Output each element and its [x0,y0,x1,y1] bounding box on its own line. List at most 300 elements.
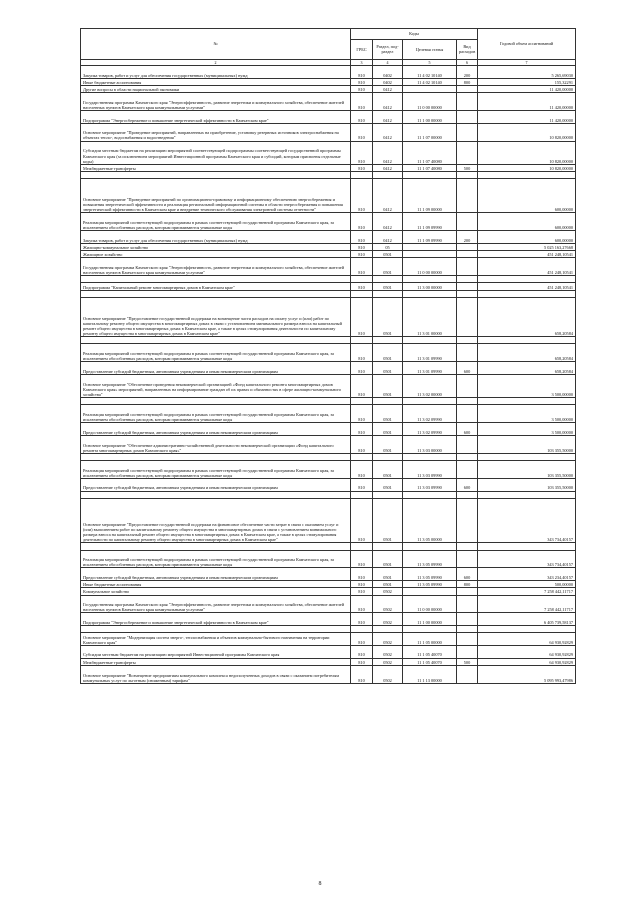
cell-name: Иные бюджетные ассигнования [81,580,351,587]
cell-amount: 5 025 163,27668 [478,243,576,250]
table-row [81,298,576,337]
cell-grbs: 810 [351,123,373,141]
table-row [81,423,576,436]
cell-amount: 103 355,50000 [478,478,576,491]
table-row [81,258,576,276]
cell-name: Подпрограмма "Энергосбережение и повышение энергетической эффективности в Камчатском крае" [81,111,351,124]
cell-expense-type: 200 [457,231,478,244]
cell-amount: 451 248,10541 [478,250,576,257]
cell-expense-type [457,123,478,141]
cell-target-article [403,626,457,633]
cell-razdel: 0502 [373,658,403,665]
cell-name: Реализация мероприятий соответствующей подпрограммы в рамках соответствующей государственной программы Камчатского края, за исключением обособленных расходов, которым присваиваются уникальные коды [81,344,351,362]
cell-name [81,491,351,498]
cell-expense-type [457,543,478,550]
page-number: 8 [318,881,322,887]
cell-expense-type [457,435,478,453]
cell-expense-type [457,633,478,646]
cell-expense-type [457,613,478,626]
cell-grbs: 810 [351,93,373,111]
cell-target-article: 11 1 09 00000 [403,179,457,213]
cell-expense-type [457,405,478,423]
cell-target-article: 11 3 02 00000 [403,374,457,397]
cell-expense-type [457,283,478,290]
table-row [81,461,576,479]
cell-amount: 658,20584 [478,344,576,362]
cell-grbs [351,398,373,405]
cell-grbs: 810 [351,374,373,397]
cell-name: Государственная программа Камчатского края "Энергоэффективность, развитие энергетики и коммунального хозяйства, обеспечение жителей населенных пунктов Камчатского края коммунальными услугами" [81,93,351,111]
cell-name: Основное мероприятие "Обеспечение административно-хозяйственной деятельности некоммерческой организации «Фонд капитального ремонта многоквартирных домов Камчатского края»" [81,435,351,453]
table-row [81,141,576,164]
cell-target-article [403,290,457,297]
cell-amount: 5 095 993,47986 [478,665,576,683]
cell-target-article: 11 1 09 09990 [403,231,457,244]
cell-expense-type [457,111,478,124]
cell-target-article: 11 3 05 00000 [403,498,457,542]
cell-amount [478,491,576,498]
table-row [81,568,576,581]
cell-expense-type [457,665,478,683]
cell-amount [478,172,576,179]
cell-grbs: 810 [351,580,373,587]
cell-grbs [351,276,373,283]
cell-razdel [373,491,403,498]
cell-name [81,626,351,633]
cell-amount [478,398,576,405]
cell-grbs: 810 [351,344,373,362]
cell-razdel: 0501 [373,344,403,362]
table-row [81,283,576,290]
table-row [81,498,576,542]
table-row [81,595,576,613]
cell-target-article: 11 1 00 00000 [403,111,457,124]
header-row-top [81,29,576,40]
cell-grbs: 810 [351,283,373,290]
cell-name [81,398,351,405]
table-row [81,543,576,550]
cell-target-article: 11 3 01 00000 [403,298,457,337]
cell-name: Основное мероприятие "Предоставление государственной поддержки на финансовое обеспечение части затрат в связи с оказанием услуг и (или) выполнением работ по капитальному ремонту общего имущества в многоквартирных домах в связи с установлением минимального размера взноса на капитальный ремонт общего имущества в многоквартирных домах в Камчатском крае, а также в целях стимулирования деятельности по капитальному ремонту общего имущества в многоквартирных домах в Камчатском крае" [81,498,351,542]
cell-amount: 3 500,00000 [478,374,576,397]
colnum: 5 [403,60,457,66]
cell-target-article [403,398,457,405]
cell-name: Реализация мероприятий соответствующей подпрограммы в рамках соответствующей государственной программы Камчатского края, за исключением обособленных расходов, которым присваиваются уникальные коды [81,461,351,479]
table-row [81,243,576,250]
table-row [81,588,576,595]
cell-name: Основное мероприятие "Обеспечение проведения некоммерческой организацией «Фонд капитального ремонта многоквартирных домов Камчатского края» мероприятий, направленных на информирование граждан об их правах и обязанностях в сфере жилищно-коммунального хозяйства" [81,374,351,397]
table-row [81,93,576,111]
table-row [81,78,576,85]
cell-razdel: 0412 [373,111,403,124]
header-codes: Коды [351,29,478,40]
cell-razdel: 0501 [373,250,403,257]
table-row [81,276,576,283]
cell-razdel [373,398,403,405]
cell-target-article: 11 3 05 09990 [403,580,457,587]
cell-expense-type: 500 [457,164,478,171]
cell-name [81,453,351,460]
cell-razdel: 0412 [373,213,403,231]
cell-target-article [403,543,457,550]
cell-name: Государственная программа Камчатского края "Энергоэффективность, развитие энергетики и коммунального хозяйства, обеспечение жителей населенных пунктов Камчатского края коммунальными услугами" [81,595,351,613]
cell-expense-type [457,250,478,257]
cell-razdel: 0412 [373,93,403,111]
cell-name: Межбюджетные трансферты [81,164,351,171]
cell-grbs: 810 [351,461,373,479]
cell-target-article: 11 3 03 09990 [403,478,457,491]
table-row [81,374,576,397]
cell-target-article: 11 3 01 09990 [403,362,457,375]
cell-expense-type [457,461,478,479]
cell-grbs: 810 [351,164,373,171]
cell-expense-type: 800 [457,580,478,587]
cell-expense-type [457,337,478,344]
cell-amount: 343 234,40157 [478,568,576,581]
table-row [81,633,576,646]
cell-grbs: 810 [351,362,373,375]
cell-amount: 451 248,10541 [478,283,576,290]
cell-name: Реализация мероприятий соответствующей подпрограммы в рамках соответствующей государственной программы Камчатского края, за исключением обособленных расходов, которым присваиваются уникальные коды [81,213,351,231]
header-cs: Целевая статья [403,39,457,59]
cell-grbs: 810 [351,298,373,337]
cell-razdel [373,626,403,633]
cell-expense-type [457,85,478,92]
cell-name: Основное мероприятие "Модернизация систем энерго-, теплоснабжения и объектов коммунально-бытового назначения на территории Камчатского края" [81,633,351,646]
cell-expense-type: 600 [457,362,478,375]
cell-razdel: 0412 [373,85,403,92]
table-row [81,337,576,344]
cell-target-article [403,588,457,595]
table-row [81,550,576,568]
cell-grbs [351,543,373,550]
cell-name: Закупка товаров, работ и услуг для обеспечения государственных (муниципальных) нужд [81,231,351,244]
table-row [81,123,576,141]
cell-target-article [403,85,457,92]
cell-grbs: 810 [351,550,373,568]
cell-target-article: 11 1 05 40070 [403,645,457,658]
cell-expense-type [457,213,478,231]
cell-amount [478,626,576,633]
cell-name [81,172,351,179]
cell-amount: 11 420,00000 [478,85,576,92]
cell-amount: 64 930,92829 [478,645,576,658]
cell-razdel: 0501 [373,298,403,337]
cell-amount: 3 500,00000 [478,423,576,436]
cell-expense-type [457,453,478,460]
cell-target-article: 11 0 00 00000 [403,258,457,276]
cell-amount: 11 420,00000 [478,111,576,124]
budget-table [80,28,576,684]
cell-name: Жилищно-коммунальное хозяйство [81,243,351,250]
colnum: 6 [457,60,478,66]
cell-name [81,543,351,550]
cell-amount: 658,20584 [478,362,576,375]
table-row [81,164,576,171]
cell-target-article: 11 1 13 00000 [403,665,457,683]
table-row [81,290,576,297]
cell-expense-type [457,491,478,498]
table-row [81,250,576,257]
cell-expense-type [457,276,478,283]
cell-razdel: 0412 [373,164,403,171]
cell-name: Подпрограмма "Капитальный ремонт многоквартирных домов в Камчатском крае" [81,283,351,290]
cell-grbs: 810 [351,633,373,646]
cell-target-article: 11 3 02 09990 [403,423,457,436]
table-row [81,344,576,362]
table-row [81,453,576,460]
cell-amount: 600,00000 [478,231,576,244]
cell-target-article: 11 3 01 09990 [403,344,457,362]
cell-razdel: 0402 [373,66,403,79]
cell-name: Государственная программа Камчатского края "Энергоэффективность, развитие энергетики и коммунального хозяйства, обеспечение жителей населенных пунктов Камчатского края коммунальными услугами" [81,258,351,276]
table-row [81,85,576,92]
cell-grbs: 810 [351,478,373,491]
cell-amount: 600,00000 [478,213,576,231]
cell-amount: 103 355,50000 [478,435,576,453]
cell-amount: 343 734,40157 [478,550,576,568]
table-row [81,179,576,213]
cell-razdel: 0502 [373,595,403,613]
cell-razdel: 0412 [373,179,403,213]
cell-razdel: 0501 [373,461,403,479]
table-row [81,111,576,124]
cell-expense-type: 600 [457,478,478,491]
cell-grbs [351,290,373,297]
cell-target-article: 11 1 00 00000 [403,613,457,626]
cell-name: Основное мероприятие "Проведение мероприятий, направленных на приобретение, установку резервных источников электроснабжения на объектах тепло-, водоснабжения и водоотведения" [81,123,351,141]
cell-target-article: 11 1 07 40080 [403,164,457,171]
cell-razdel: 0501 [373,478,403,491]
cell-target-article: 11 3 03 09990 [403,461,457,479]
cell-amount: 11 420,00000 [478,93,576,111]
cell-target-article [403,453,457,460]
cell-target-article: 11 4 02 10140 [403,66,457,79]
table-body [81,66,576,684]
cell-name: Иные бюджетные ассигнования [81,78,351,85]
cell-target-article: 11 4 02 10140 [403,78,457,85]
cell-target-article [403,337,457,344]
cell-target-article: 11 3 00 00000 [403,283,457,290]
cell-expense-type [457,258,478,276]
cell-target-article [403,243,457,250]
table-row [81,66,576,79]
table-row [81,213,576,231]
cell-amount: 500,00000 [478,580,576,587]
cell-grbs: 810 [351,568,373,581]
cell-name [81,337,351,344]
cell-amount: 10 820,00000 [478,123,576,141]
cell-razdel: 05 [373,243,403,250]
cell-grbs: 810 [351,213,373,231]
cell-grbs [351,337,373,344]
cell-razdel: 0502 [373,588,403,595]
cell-razdel [373,453,403,460]
cell-amount: 451 248,10541 [478,258,576,276]
table-row [81,478,576,491]
cell-grbs [351,491,373,498]
colnum: 3 [351,60,373,66]
cell-target-article: 11 0 00 00000 [403,93,457,111]
cell-razdel: 0412 [373,231,403,244]
cell-amount [478,290,576,297]
cell-grbs [351,172,373,179]
cell-amount: 10 820,00000 [478,164,576,171]
cell-name: Субсидии местным бюджетам на реализацию мероприятий Инвестиционной программы Камчатского края [81,645,351,658]
header-sum: Годовой объем ассигнований [478,29,576,60]
cell-expense-type [457,498,478,542]
cell-grbs: 810 [351,613,373,626]
cell-expense-type [457,595,478,613]
cell-expense-type [457,179,478,213]
cell-expense-type [457,344,478,362]
cell-expense-type [457,298,478,337]
cell-target-article [403,491,457,498]
cell-target-article: 11 1 07 00000 [403,123,457,141]
cell-expense-type: 600 [457,423,478,436]
table-row [81,665,576,683]
table-row [81,645,576,658]
cell-grbs: 810 [351,111,373,124]
cell-target-article [403,276,457,283]
cell-amount [478,543,576,550]
cell-expense-type [457,550,478,568]
cell-name: Другие вопросы в области национальной экономики [81,85,351,92]
table-row [81,626,576,633]
cell-amount: 64 930,92829 [478,633,576,646]
table-row [81,172,576,179]
cell-grbs: 810 [351,588,373,595]
colnum: 7 [478,60,576,66]
cell-razdel: 0501 [373,283,403,290]
cell-amount: 103 355,50000 [478,461,576,479]
cell-target-article: 11 3 05 09990 [403,568,457,581]
cell-name: Основное мероприятие "Предоставление государственной поддержки на возмещение части расходов на оплату услуг и (или) работ по капитальному ремонту общего имущества в многоквартирных домах в связи с установлением минимального размера взноса на капитальный ремонт общего имущества в многоквартирных домах в Камчатском крае, а также в целях стимулирования деятельности по капитальному ремонту общего имущества в многоквартирных домах в Камчатском крае" [81,298,351,337]
cell-grbs: 810 [351,645,373,658]
cell-razdel: 0501 [373,258,403,276]
cell-name: Закупка товаров, работ и услуг для обеспечения государственных (муниципальных) нужд [81,66,351,79]
cell-expense-type [457,141,478,164]
cell-razdel [373,276,403,283]
table-row [81,398,576,405]
cell-amount: 3 500,00000 [478,405,576,423]
cell-name: Предоставление субсидий бюджетным, автономным учреждениям и иным некоммерческим организациям [81,568,351,581]
cell-amount: 5 265,69030 [478,66,576,79]
cell-expense-type [457,93,478,111]
cell-expense-type: 500 [457,658,478,665]
cell-amount: 10 820,00000 [478,141,576,164]
cell-amount: 64 930,92829 [478,658,576,665]
cell-target-article: 11 3 02 09990 [403,405,457,423]
table-row [81,658,576,665]
cell-expense-type [457,626,478,633]
cell-grbs [351,626,373,633]
colnum: 4 [373,60,403,66]
cell-razdel [373,290,403,297]
cell-razdel: 0502 [373,665,403,683]
cell-expense-type: 600 [457,568,478,581]
cell-grbs: 810 [351,658,373,665]
cell-name: Жилищное хозяйство [81,250,351,257]
cell-grbs: 810 [351,250,373,257]
cell-amount [478,276,576,283]
cell-amount: 7 258 442,11717 [478,588,576,595]
cell-name: Предоставление субсидий бюджетным, автономным учреждениям и иным некоммерческим организациям [81,423,351,436]
cell-razdel: 0501 [373,568,403,581]
cell-grbs: 810 [351,231,373,244]
header-grbs: ГРБС [351,39,373,59]
cell-grbs: 810 [351,595,373,613]
cell-razdel: 0502 [373,613,403,626]
cell-name: Основное мероприятие "Возмещение предприятиям коммунального комплекса недополученных доходов в связи с оказанием потребителям коммунальных услуг по льготным (сниженным) тарифам" [81,665,351,683]
cell-name [81,276,351,283]
cell-amount: 658,20584 [478,298,576,337]
cell-grbs: 810 [351,243,373,250]
table-row [81,491,576,498]
cell-target-article: 11 3 03 00000 [403,435,457,453]
cell-expense-type [457,374,478,397]
cell-grbs: 810 [351,66,373,79]
cell-razdel: 0402 [373,78,403,85]
cell-name: Предоставление субсидий бюджетным, автономным учреждениям и иным некоммерческим организациям [81,362,351,375]
cell-name: Межбюджетные трансферты [81,658,351,665]
cell-target-article: 11 1 05 00000 [403,633,457,646]
cell-name: Реализация мероприятий соответствующей подпрограммы в рамках соответствующей государственной программы Камчатского края, за исключением обособленных расходов, которым присваиваются уникальные коды [81,405,351,423]
header-razdel: Раздел, под-раздел [373,39,403,59]
cell-grbs: 810 [351,665,373,683]
table-row [81,580,576,587]
cell-name: Реализация мероприятий соответствующей подпрограммы в рамках соответствующей государственной программы Камчатского края, за исключением обособленных расходов, которым присваиваются уникальные коды [81,550,351,568]
cell-amount: 600,00000 [478,179,576,213]
cell-amount [478,453,576,460]
cell-grbs: 810 [351,258,373,276]
cell-razdel: 0501 [373,362,403,375]
table-row [81,613,576,626]
cell-expense-type [457,398,478,405]
table-row [81,405,576,423]
cell-amount: 7 258 442,11717 [478,595,576,613]
cell-expense-type [457,243,478,250]
cell-razdel: 0501 [373,423,403,436]
cell-name [81,290,351,297]
cell-grbs: 810 [351,405,373,423]
cell-target-article [403,250,457,257]
cell-expense-type [457,645,478,658]
cell-target-article: 11 0 00 00000 [403,595,457,613]
cell-grbs: 810 [351,78,373,85]
cell-razdel: 0501 [373,580,403,587]
table-row [81,435,576,453]
cell-target-article: 11 3 05 09990 [403,550,457,568]
cell-grbs: 810 [351,435,373,453]
cell-grbs: 810 [351,179,373,213]
cell-amount: 155,32291 [478,78,576,85]
cell-razdel: 0502 [373,633,403,646]
cell-name: Предоставление субсидий бюджетным, автономным учреждениям и иным некоммерческим организациям [81,478,351,491]
cell-amount: 343 734,40157 [478,498,576,542]
cell-expense-type [457,172,478,179]
header-vr: Вид расходов [457,39,478,59]
cell-amount: 6 405 739,58137 [478,613,576,626]
cell-target-article: 11 1 07 40080 [403,141,457,164]
cell-name: Коммунальное хозяйство [81,588,351,595]
cell-grbs: 810 [351,141,373,164]
cell-target-article [403,172,457,179]
cell-razdel: 0501 [373,435,403,453]
cell-razdel: 0501 [373,374,403,397]
cell-amount [478,337,576,344]
table-row [81,231,576,244]
